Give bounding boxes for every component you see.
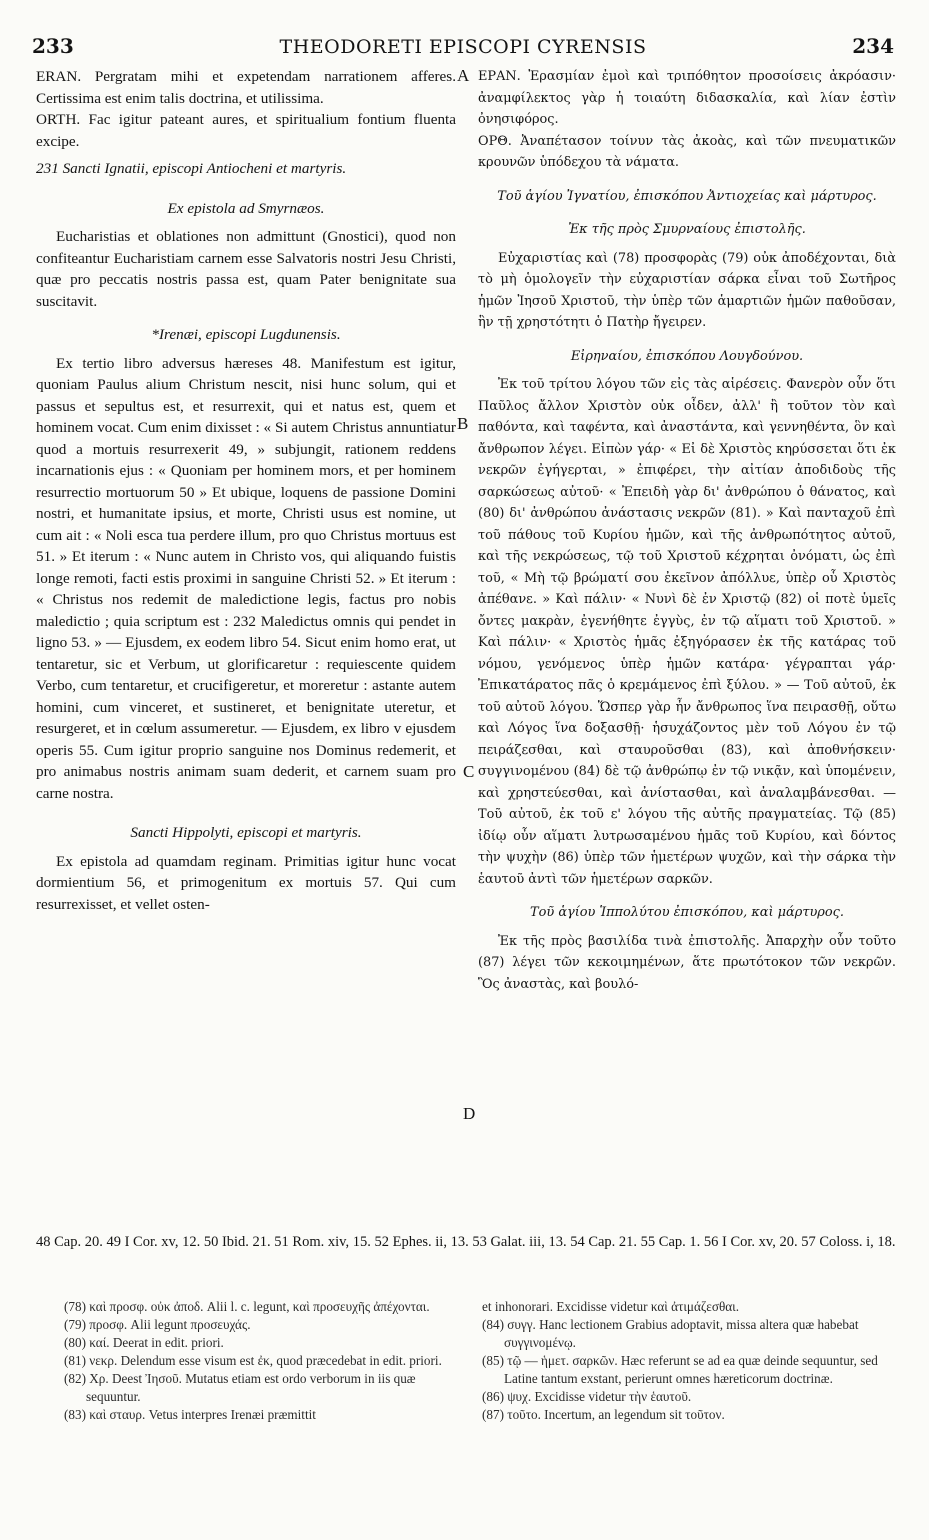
latin-ignatius-text: Eucharistias et oblationes non admittunt (Gnostici), quod non confiteantur Eucharistiam carnem esse Salvatoris nostri Jesu Christi, quæ pro peccatis nostris passa est, quam Pater benignitate sua suscitavit. (36, 228, 456, 310)
margin-letter-a: A (457, 66, 470, 85)
critical-note: (78) καὶ προσφ. οὐκ ἀποδ. Alii l. c. legunt, καὶ προσευχῆς ἀπέχονται. (64, 1299, 430, 1314)
latin-hippolytus-text: Ex epistola ad quamdam reginam. Primitias igitur hunc vocat dormientium 56, et primogenitum ex mortuis 57. Qui cum resurrexisset, et vellet osten- (36, 852, 456, 913)
latin-heading-hippolytus: Sancti Hippolyti, episcopi et martyris. (130, 824, 362, 841)
latin-irenaeus-text: Ex tertio libro adversus hæreses 48. Manifestum est igitur, quoniam Paulus alium Christum nescit, nisi hunc solum, qui et passus et sepultus est, et resurrexit, qui et natus est, quem et hominem vocat. Cum enim dixisset : « Si autem Christus annuntiatur quod a mortuis resurrexerit 49, » subjungit, rationem reddens incarnationis ejus : « Quoniam per hominem mors, et per hominem resurrectio mortuorum 50 » Et ubique, loquens de passione Domini nostri, et humanitate ipsius, et morte, Christi usus est nomine, ut cum ait : « Noli esca tua perdere illum, pro quo Christus mortuus est 51. » Et iterum : « Nunc autem in Christo vos, qui aliquando fuistis longe remoti, facti estis proximi in sanguine Christi 52. » Et iterum : « Christus nos redemit de maledictione legis, factus pro nobis maledictio ; quia scriptum est : 232 Maledictus omnis qui pendet in ligno 53. » — Ejusdem, ex eodem libro 54. Sicut enim homo erat, ut tentaretur, sic et Verbum, ut glorificaretur : requiescente quidem Verbo, cum tentaretur, et crucifigeretur, et moreretur : astante autem homini, cum vinceret, et sustineret, et benignitate uteretur, et resurgeret, et in cœlum assumeretur. — Ejusdem, ex libro v ejusdem operis 55. Cum igitur proprio sanguine nos Dominus redemerit, et pro animabus nostris animam suam dederit, et carnem suam pro carne nostra. (36, 354, 456, 802)
greek-heading-smyrnaeans: Ἐκ τῆς πρὸς Σμυρναίους ἐπιστολῆς. (568, 222, 806, 237)
critical-notes-right (482, 1298, 896, 1424)
latin-heading-irenaeus: *Irenæi, episcopi Lugdunensis. (151, 326, 341, 343)
latin-column (36, 66, 456, 915)
scripture-references-text: 48 Cap. 20. 49 I Cor. xv, 12. 50 Ibid. 21. 51 Rom. xiv, 15. 52 Ephes. ii, 13. 53 Galat. iii, 13. 54 Cap. 21. 55 Cap. 1. 56 I Cor. xv, 20. 57 Coloss. i, 18. (36, 1234, 896, 1250)
critical-note: (85) τῷ — ἡμετ. σαρκῶν. Hæc referunt se ad ea quæ deinde sequuntur, sed Latine tantum exstant, perierunt omnes hæreticorum doctrinæ. (482, 1353, 878, 1386)
page-number-left: 233 (32, 34, 74, 58)
greek-heading-hippolytus: Τοῦ ἁγίου Ἱππολύτου ἐπισκόπου, καὶ μάρτυρος. (530, 905, 844, 920)
page-header (32, 34, 894, 62)
greek-ignatius-text: Εὐχαριστίας καὶ (78) προσφορὰς (79) οὐκ ἀποδέχονται, διὰ τὸ μὴ ὁμολογεῖν τὴν εὐχαριστίαν σάρκα εἶναι τοῦ Σωτῆρος ἡμῶν Ἰησοῦ Χριστοῦ, τὴν ὑπὲρ τῶν ἁμαρτιῶν ἡμῶν παθοῦσαν, ἣν τῇ χρηστότητι ὁ Πατὴρ ἤγειρεν. (478, 250, 896, 330)
critical-note: (81) νεκρ. Delendum esse visum est ἐκ, quod præcedebat in edit. priori. (64, 1353, 442, 1368)
critical-note: et inhonorari. Excidisse videtur καὶ ἀτιμάζεσθαι. (482, 1299, 740, 1314)
greek-column (478, 66, 896, 995)
scripture-references (36, 1232, 896, 1252)
page-number-right: 234 (852, 34, 894, 58)
greek-irenaeus-text: Ἐκ τοῦ τρίτου λόγου τῶν εἰς τὰς αἱρέσεις. Φανερὸν οὖν ὅτι Παῦλος ἄλλον Χριστὸν οὐκ οἶδεν, ἀλλ' ἢ τοῦτον τὸν καὶ παθόντα, καὶ ταφέντα, καὶ ἀναστάντα, καὶ γεννηθέντα, ὃν καὶ ἄνθρωπον λέγει. Εἰπὼν γάρ· « Εἰ δὲ Χριστὸς κηρύσσεται ὅτι ἐκ νεκρῶν ἐγήγερται, » ἐπιφέρει, τὴν αἰτίαν ἀποδιδοὺς τῆς σαρκώσεως αὐτοῦ· « Ἐπειδὴ γὰρ δι' ἀνθρώπου ὁ θάνατος, καὶ (80) δι' ἀνθρώπου ἀνάστασις νεκρῶν (81). » Καὶ πανταχοῦ ἐπὶ τοῦ πάθους τοῦ Κυρίου ἡμῶν, καὶ τῆς ἀνθρωπότητος αὐτοῦ, καὶ τῆς νεκρώσεως, τῷ τοῦ Χριστοῦ κέχρηται ὀνόματι, ὡς ἐπὶ τοῦ, « Μὴ τῷ βρώματί σου ἐκεῖνον ἀπόλλυε, ὑπὲρ οὗ Χριστὸς ἀπέθανε. » Καὶ πάλιν· « Νυνὶ δὲ ἐν Χριστῷ (82) οἱ ποτὲ ὑμεῖς ὄντες μακρὰν, ἐγενήθητε ἐγγὺς, ἐν τῷ αἵματι τοῦ Χριστοῦ. » Καὶ πάλιν· « Χριστὸς ἡμᾶς ἐξηγόρασεν ἐκ τῆς κατάρας τοῦ νόμου, γενόμενος ὑπὲρ ἡμῶν κατάρα· γέγραπται γάρ· Ἐπικατάρατος πᾶς ὁ κρεμάμενος ἐπὶ ξύλου. » — Τοῦ αὐτοῦ, ἐκ τοῦ αὐτοῦ λόγου. Ὥσπερ γὰρ ἦν ἄνθρωπος ἵνα πειρασθῇ, οὕτω καὶ Λόγος ἵνα δοξασθῇ· ἡσυχάζοντος μὲν τοῦ Λόγου ἐν τῷ πειράζεσθαι, καὶ σταυροῦσθαι (83), καὶ ἀποθνήσκειν· συγγινομένου (84) δὲ τῷ ἀνθρώπῳ ἐν τῷ νικᾷν, καὶ ὑπομένειν, καὶ χρηστεύεσθαι, καὶ ἀνίστασθαι, καὶ ἀναλαμβάνεσθαι. — Τοῦ αὐτοῦ, ἐκ τοῦ ε' λόγου τῆς αὐτῆς πραγματείας. Τῷ (85) ἰδίῳ οὖν αἵματι λυτρωσαμένου ἡμᾶς τοῦ Κυρίου, καὶ δόντος τὴν ψυχὴν (86) ὑπὲρ τῶν ἡμετέρων ψυχῶν, καὶ τὴν σάρκα τὴν ἑαυτοῦ ἀντὶ τῶν ἡμετέρων σαρκῶν. (478, 377, 896, 887)
critical-note: (82) Χρ. Deest Ἰησοῦ. Mutatus etiam est ordo verborum in iis quæ sequuntur. (64, 1371, 416, 1404)
greek-heading-irenaeus: Εἰρηναίου, ἐπισκόπου Λουγδούνου. (570, 348, 804, 364)
critical-note: (87) τοῦτο. Incertum, an legendum sit τοῦτον. (482, 1407, 725, 1422)
critical-note: (84) συγγ. Hanc lectionem Grabius adoptavit, missa altera quæ habebat συγγινομένῳ. (482, 1317, 859, 1350)
critical-notes-left (64, 1298, 458, 1424)
margin-letter-c: C (463, 762, 475, 781)
latin-orth-speech: ORTH. Fac igitur pateant aures, et spiritualium fontium fluenta excipe. (36, 111, 456, 150)
latin-heading-ignatius: 231 Sancti Ignatii, episcopi Antiocheni et martyris. (36, 160, 347, 177)
margin-letter-b: B (457, 414, 469, 433)
critical-note: (80) καί. Deerat in edit. priori. (64, 1335, 224, 1350)
latin-eran-speech: ERAN. Pergratam mihi et expetendam narrationem afferes. Certissima est enim talis doctrina, et utilissima. (36, 68, 456, 107)
running-title: THEODORETI EPISCOPI CYRENSIS (279, 36, 647, 58)
greek-orth-speech: ΟΡΘ. Ἀναπέτασον τοίνυν τὰς ἀκοὰς, καὶ τῶν πνευματικῶν κρουνῶν ὑπόδεχου τὰ νάματα. (478, 133, 896, 170)
latin-heading-smyrnaeans: Ex epistola ad Smyrnæos. (167, 199, 325, 217)
margin-letter-d: D (463, 1104, 476, 1123)
critical-note: (86) ψυχ. Excidisse videtur τὴν ἑαυτοῦ. (482, 1389, 692, 1404)
critical-note: (79) προσφ. Alii legunt προσευχάς. (64, 1317, 251, 1332)
critical-note: (83) καὶ σταυρ. Vetus interpres Irenæi præmittit (64, 1407, 316, 1422)
greek-eran-speech: ΕΡΑΝ. Ἐρασμίαν ἐμοὶ καὶ τριπόθητον προσοίσεις ἀκρόασιν· ἀναμφίλεκτος γὰρ ἡ τοιαύτη διδασκαλία, καὶ λίαν ἐστὶν ὀνησιφόρος. (478, 69, 896, 127)
greek-heading-ignatius: Τοῦ ἁγίου Ἰγνατίου, ἐπισκόπου Ἀντιοχείας καὶ μάρτυρος. (497, 188, 877, 204)
greek-hippolytus-text: Ἐκ τῆς πρὸς βασιλίδα τινὰ ἐπιστολῆς. Ἀπαρχὴν οὖν τοῦτο (87) λέγει τῶν κεκοιμημένων, ἅτε πρωτότοκον τῶν νεκρῶν. Ὃς ἀναστὰς, καὶ βουλό- (478, 933, 896, 992)
